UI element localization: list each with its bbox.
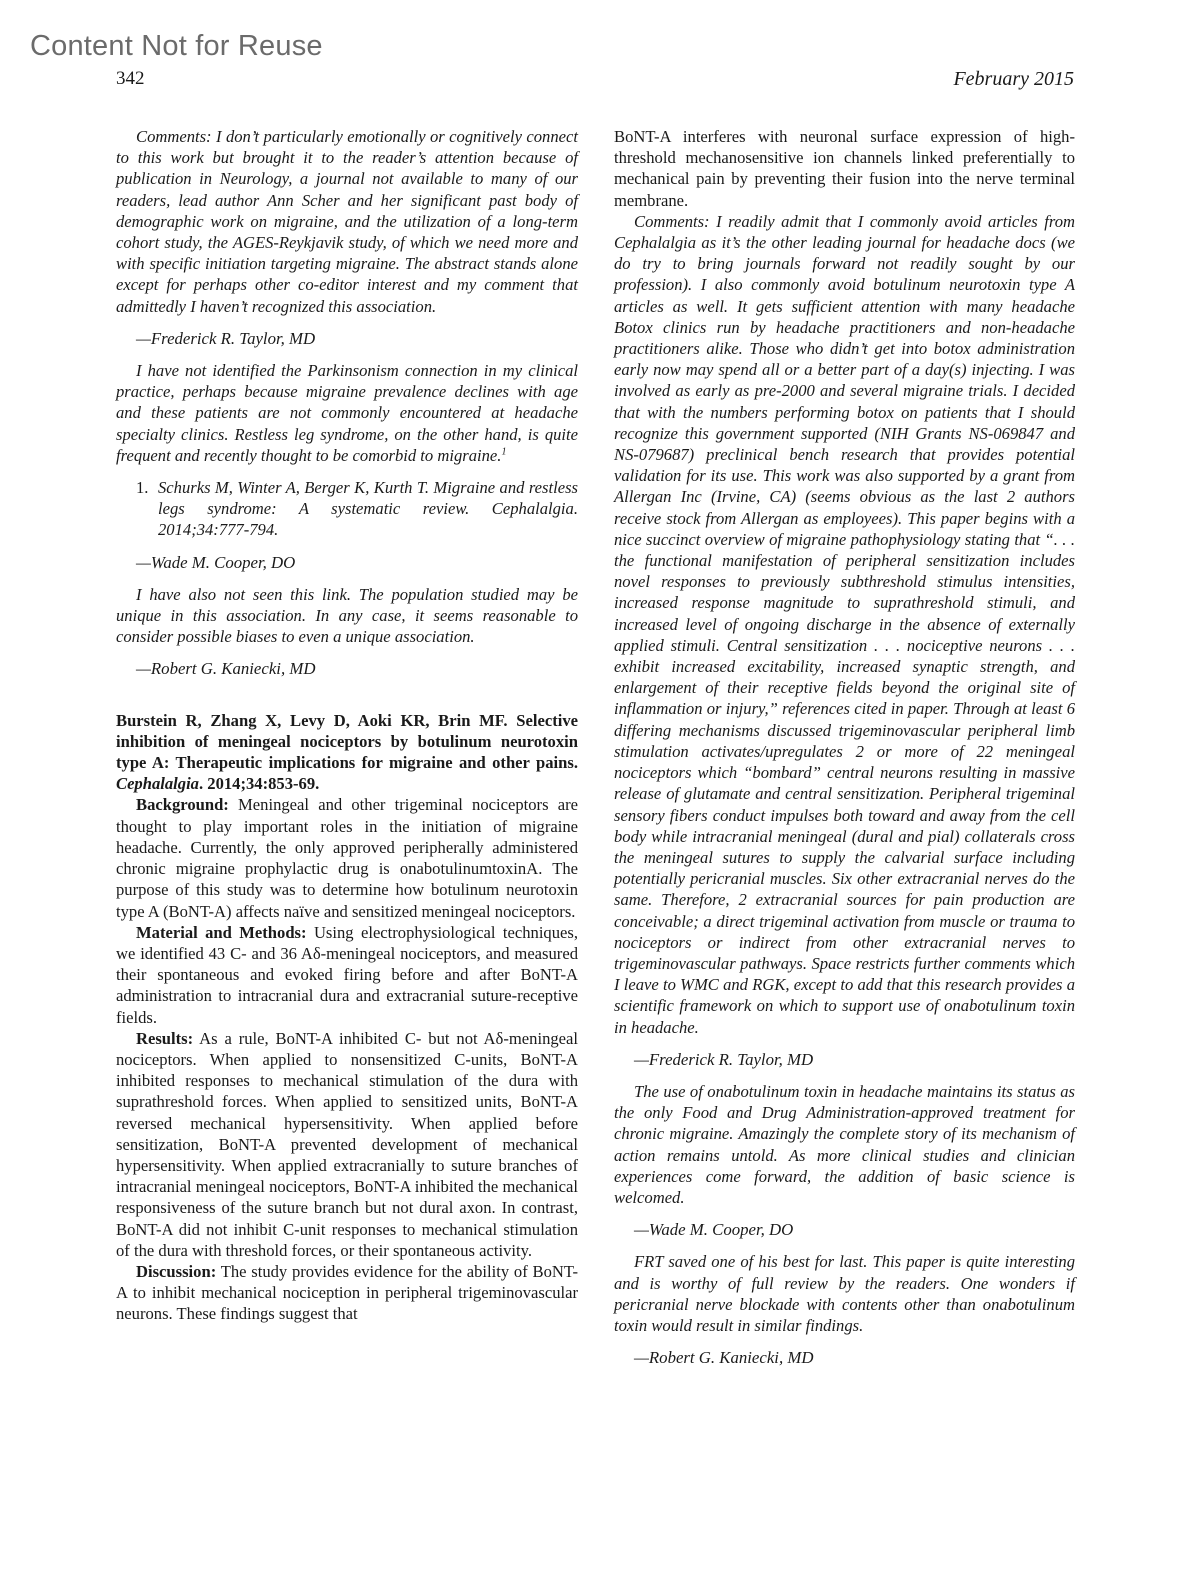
comment-paragraph [116,360,578,466]
section-label: Discussion: [136,1261,217,1281]
comment-paragraph: FRT saved one of his best for last. This paper is quite interesting and is worthy of full review by the readers. One wonders if pericranial nerve blockade with contents other than onabotulinum toxin would result in similar findings. [614,1252,1075,1335]
comment-text: I have not identified the Parkinsonism connection in my clinical practice, perhaps because migraine prevalence declines with age and these patients are not commonly encountered at headache specialty clinics. Restless leg syndrome, on the other hand, is quite frequent and recently thought to be comorbid to migraine. [116,361,578,465]
author-signature: —Frederick R. Taylor, MD [136,328,316,348]
comment-paragraph: Comments: I readily admit that I commonly avoid articles from Cephalalgia as it’s the other leading journal for headache docs (we do try to bring journals forward not readily sought by our profession). I also commonly avoid botulinum neurotoxin type A articles as well. It gets sufficient attention with many headache Botox clinics run by headache practitioners and non-headache practitioners alike. Those who didn’t get into botox administration early now may spend all or a better part of a day(s) injecting. I was involved as early as pre-2000 and several migraine trials. I decided that with the numbers performing botox on patients that I should recognize this government supported (NIH Grants NS-069847 and NS-079687) preclinical bench research that provides potential validation for its use. This work was also supported by a grant from Allergan Inc (Irvine, CA) (seems obvious as the last 2 authors receive stock from Allergan as employees). This paper begins with a nice succinct overview of migraine pathophysiology stating that “. . . the functional manifestation of peripheral sensitization includes novel responses to previously subthreshold stimulus intensities, increased response magnitude to suprathreshold stimuli, and increased level of ongoing discharge in the absence of externally applied stimuli. Central sensitization . . . nociceptive neurons . . . exhibit increased excitability, increased synaptic strength, and enlargement of their receptive fields beyond the original site of inflammation or injury,” references cited in paper. Through at least 6 differing mechanisms discussed trigeminovascular peripheral limb stimulation activates/upregulates 2 or more of 22 meningeal nociceptors which “bombard” central neurons resulting in massive release of glutamate and central sensitization. Peripheral trigeminal sensory fibers conduct impulses both toward and away from the cell body while intracranial meningeal (dural and pial) collaterals cross the meningeal sutures to supply the calvarial surface including potentially pericranial muscles. Six other extracranial nerves do the same. Therefore, 2 extracranial sources for pain production are conceivable; a direct trigeminal activation from muscle or trauma to nociceptors or indirect from other extracranial nerves to trigeminovascular pathways. Space restricts further comments which I leave to WMC and RGK, except to add that this research provides a scientific framework on which to support use of onabotulinum toxin in headache. [614,211,1075,1037]
abstract-background [116,794,578,921]
author-signature: —Robert G. Kaniecki, MD [634,1348,814,1368]
author-signature: —Frederick R. Taylor, MD [634,1049,814,1069]
section-text: Meningeal and other trigeminal nociceptors are thought to play important roles in the initiation of migraine headache. Currently, the only approved peripherally administered chronic migraine prophylactic drug is onabotulinumtoxinA. The purpose of this study was to determine how botulinum neurotoxin type A (BoNT-A) affects naïve and sensitized meningeal nociceptors. [116,795,578,921]
author-signature: —Wade M. Cooper, DO [634,1220,794,1240]
content-watermark: Content Not for Reuse [30,30,323,62]
citation-journal: Cephalalgia [116,774,199,794]
section-label: Results: [136,1028,194,1048]
article-citation [116,710,578,795]
reference-superscript: 1 [501,446,507,458]
reference-item [116,477,578,541]
section-text: As a rule, BoNT-A inhibited C- but not Aδ-meningeal nociceptors. When applied to nonsensitized C-units, BoNT-A inhibited responses to mechanical stimulation of the dura with suprathreshold forces. When applied to sensitized units, BoNT-A reversed mechanical hypersensitivity. When applied before sensitization, BoNT-A prevented development of mechanical hypersensitivity. When applied extracranially to suture branches of intracranial meningeal nociceptors, BoNT-A inhibited the mechanical responsiveness of the suture branch but not dural axon. In contrast, BoNT-A did not inhibit C-unit responses to mechanical stimulation of the dura with threshold forces, or their spontaneous activity. [116,1028,579,1260]
section-label: Material and Methods: [136,922,307,942]
citation-authors-title: Burstein R, Zhang X, Levy D, Aoki KR, Brin MF. Selective inhibition of meningeal nociceptors by botulinum neurotoxin type A: Therapeutic implications for migraine and other pains. [116,710,578,773]
abstract-results [116,1028,578,1261]
section-text: Using electrophysiological techniques, we identified 43 C- and 36 Aδ-meningeal nociceptors, and measured their spontaneous and evoked firing before and after BoNT-A administration to intracranial dura and extracranial suture-receptive fields. [116,922,579,1027]
page-number: 342 [116,68,145,89]
issue-date: February 2015 [953,68,1074,90]
comment-paragraph: Comments: I don’t particularly emotionally or cognitively connect to this work but brought it to the reader’s attention because of publication in Neurology, a journal not available to many of our readers, lead author Ann Scher and her significant past body of demographic work on migraine, and the utilization of a long-term cohort study, the AGES-Reykjavik study, of which we need more and with specific initiation targeting migraine. The abstract stands alone except for perhaps other co-editor interest and my comment that admittedly I haven’t recognized this association. [116,127,578,316]
reference-text: Schurks M, Winter A, Berger K, Kurth T. Migraine and restless legs syndrome: A systematic review. Cephalalgia. 2014;34:777-794. [158,478,578,540]
section-text: The study provides evidence for the ability of BoNT-A to inhibit mechanical nociception in peripheral trigeminovascular neurons. These findings suggest that [116,1261,578,1324]
author-signature: —Wade M. Cooper, DO [136,552,296,572]
citation-details: . 2014;34:853-69. [198,774,320,794]
right-column [614,126,1075,1368]
abstract-continuation: BoNT-A interferes with neuronal surface expression of high-threshold mechanosensitive ion channels linked preferentially to mechanical pain by preventing their fusion into the nerve terminal membrane. [614,127,1075,210]
reference-number: 1. [136,478,149,498]
comment-paragraph: The use of onabotulinum toxin in headache maintains its status as the only Food and Drug Administration-approved treatment for chronic migraine. Amazingly the complete story of its mechanism of action remains untold. As more clinical studies and clinician experiences come forward, the addition of basic science is welcomed. [614,1081,1075,1207]
author-signature: —Robert G. Kaniecki, MD [136,659,316,679]
abstract-discussion [116,1261,578,1325]
section-label: Background: [136,795,229,815]
abstract-methods [116,922,578,1028]
comment-paragraph: I have also not seen this link. The population studied may be unique in this association. In any case, it seems reasonable to consider possible biases to even a unique association. [116,584,578,647]
left-column [116,126,578,1325]
